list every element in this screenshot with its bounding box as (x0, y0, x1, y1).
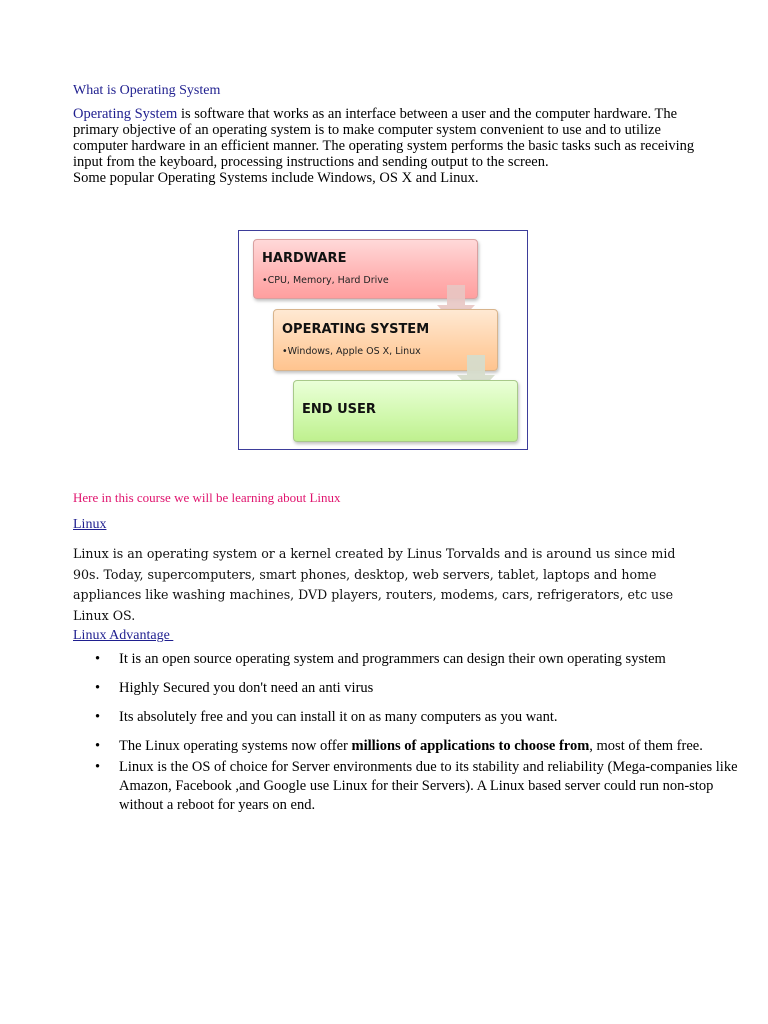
intro-popular: Some popular Operating Systems include Windows, OS X and Linux. (73, 170, 479, 186)
list-item-text: Linux is the OS of choice for Server environments due to its stability and reliability (Mega-companies like Amazon, Facebook ,and Google use Linux for their Servers). A Linux based server could run non-stop without a reboot for years on end. (119, 759, 738, 813)
linux-advantage-link[interactable]: Linux Advantage (73, 628, 174, 643)
bullet-icon: • (95, 680, 101, 696)
intro-paragraph (73, 106, 703, 186)
list-item (95, 708, 739, 727)
list-item-text: It is an open source operating system and programmers can design their own operating system (119, 651, 666, 667)
bullet-icon: • (95, 651, 101, 667)
list-item (95, 679, 739, 698)
list-item-text: Its absolutely free and you can install it on as many computers as you want. (119, 709, 558, 725)
diagram-box-subtitle: •Windows, Apple OS X, Linux (282, 346, 421, 357)
list-item-text: The Linux operating systems now offer (119, 738, 352, 754)
bullet-icon: • (95, 738, 101, 754)
list-item (95, 758, 739, 815)
intro-text (73, 106, 703, 170)
linux-link[interactable]: Linux (73, 517, 107, 532)
diagram-box-subtitle: •CPU, Memory, Hard Drive (262, 275, 389, 286)
list-item-bold: millions of applications to choose from (351, 738, 590, 754)
bullet-icon: • (95, 709, 101, 725)
list-item-text: , most of them free. (589, 738, 703, 754)
intro-rest: is software that works as an interface between a user and the computer hardware. The primary objective of an operating system is to make computer system convenient to use and to utilize computer hardware in an efficient manner. The operating system performs the basic tasks such as receiving input from the keyboard, processing instructions and sending output to the screen. (73, 106, 695, 170)
diagram-box-title: OPERATING SYSTEM (282, 322, 430, 337)
advantages-list (73, 650, 739, 815)
bullet-icon: • (95, 759, 101, 775)
list-item-text: Highly Secured you don't need an anti virus (119, 680, 374, 696)
intro-term: Operating System (73, 106, 178, 122)
diagram-box-end-user (293, 380, 518, 442)
linux-paragraph: Linux is an operating system or a kernel created by Linus Torvalds and is around us since mid 90s. Today, supercomputers, smart phones, desktop, web servers, tablet, laptops and home appliances like washing machines, DVD players, routers, modems, cars, refrigerators, etc use Linux OS. (73, 546, 676, 623)
list-item (95, 650, 739, 669)
diagram-box-title: END USER (302, 402, 376, 417)
list-item (95, 737, 739, 756)
course-note: Here in this course we will be learning about Linux (73, 490, 341, 505)
diagram-box-title: HARDWARE (262, 251, 347, 266)
os-layer-diagram (238, 230, 528, 450)
section-heading: What is Operating System (73, 83, 221, 98)
